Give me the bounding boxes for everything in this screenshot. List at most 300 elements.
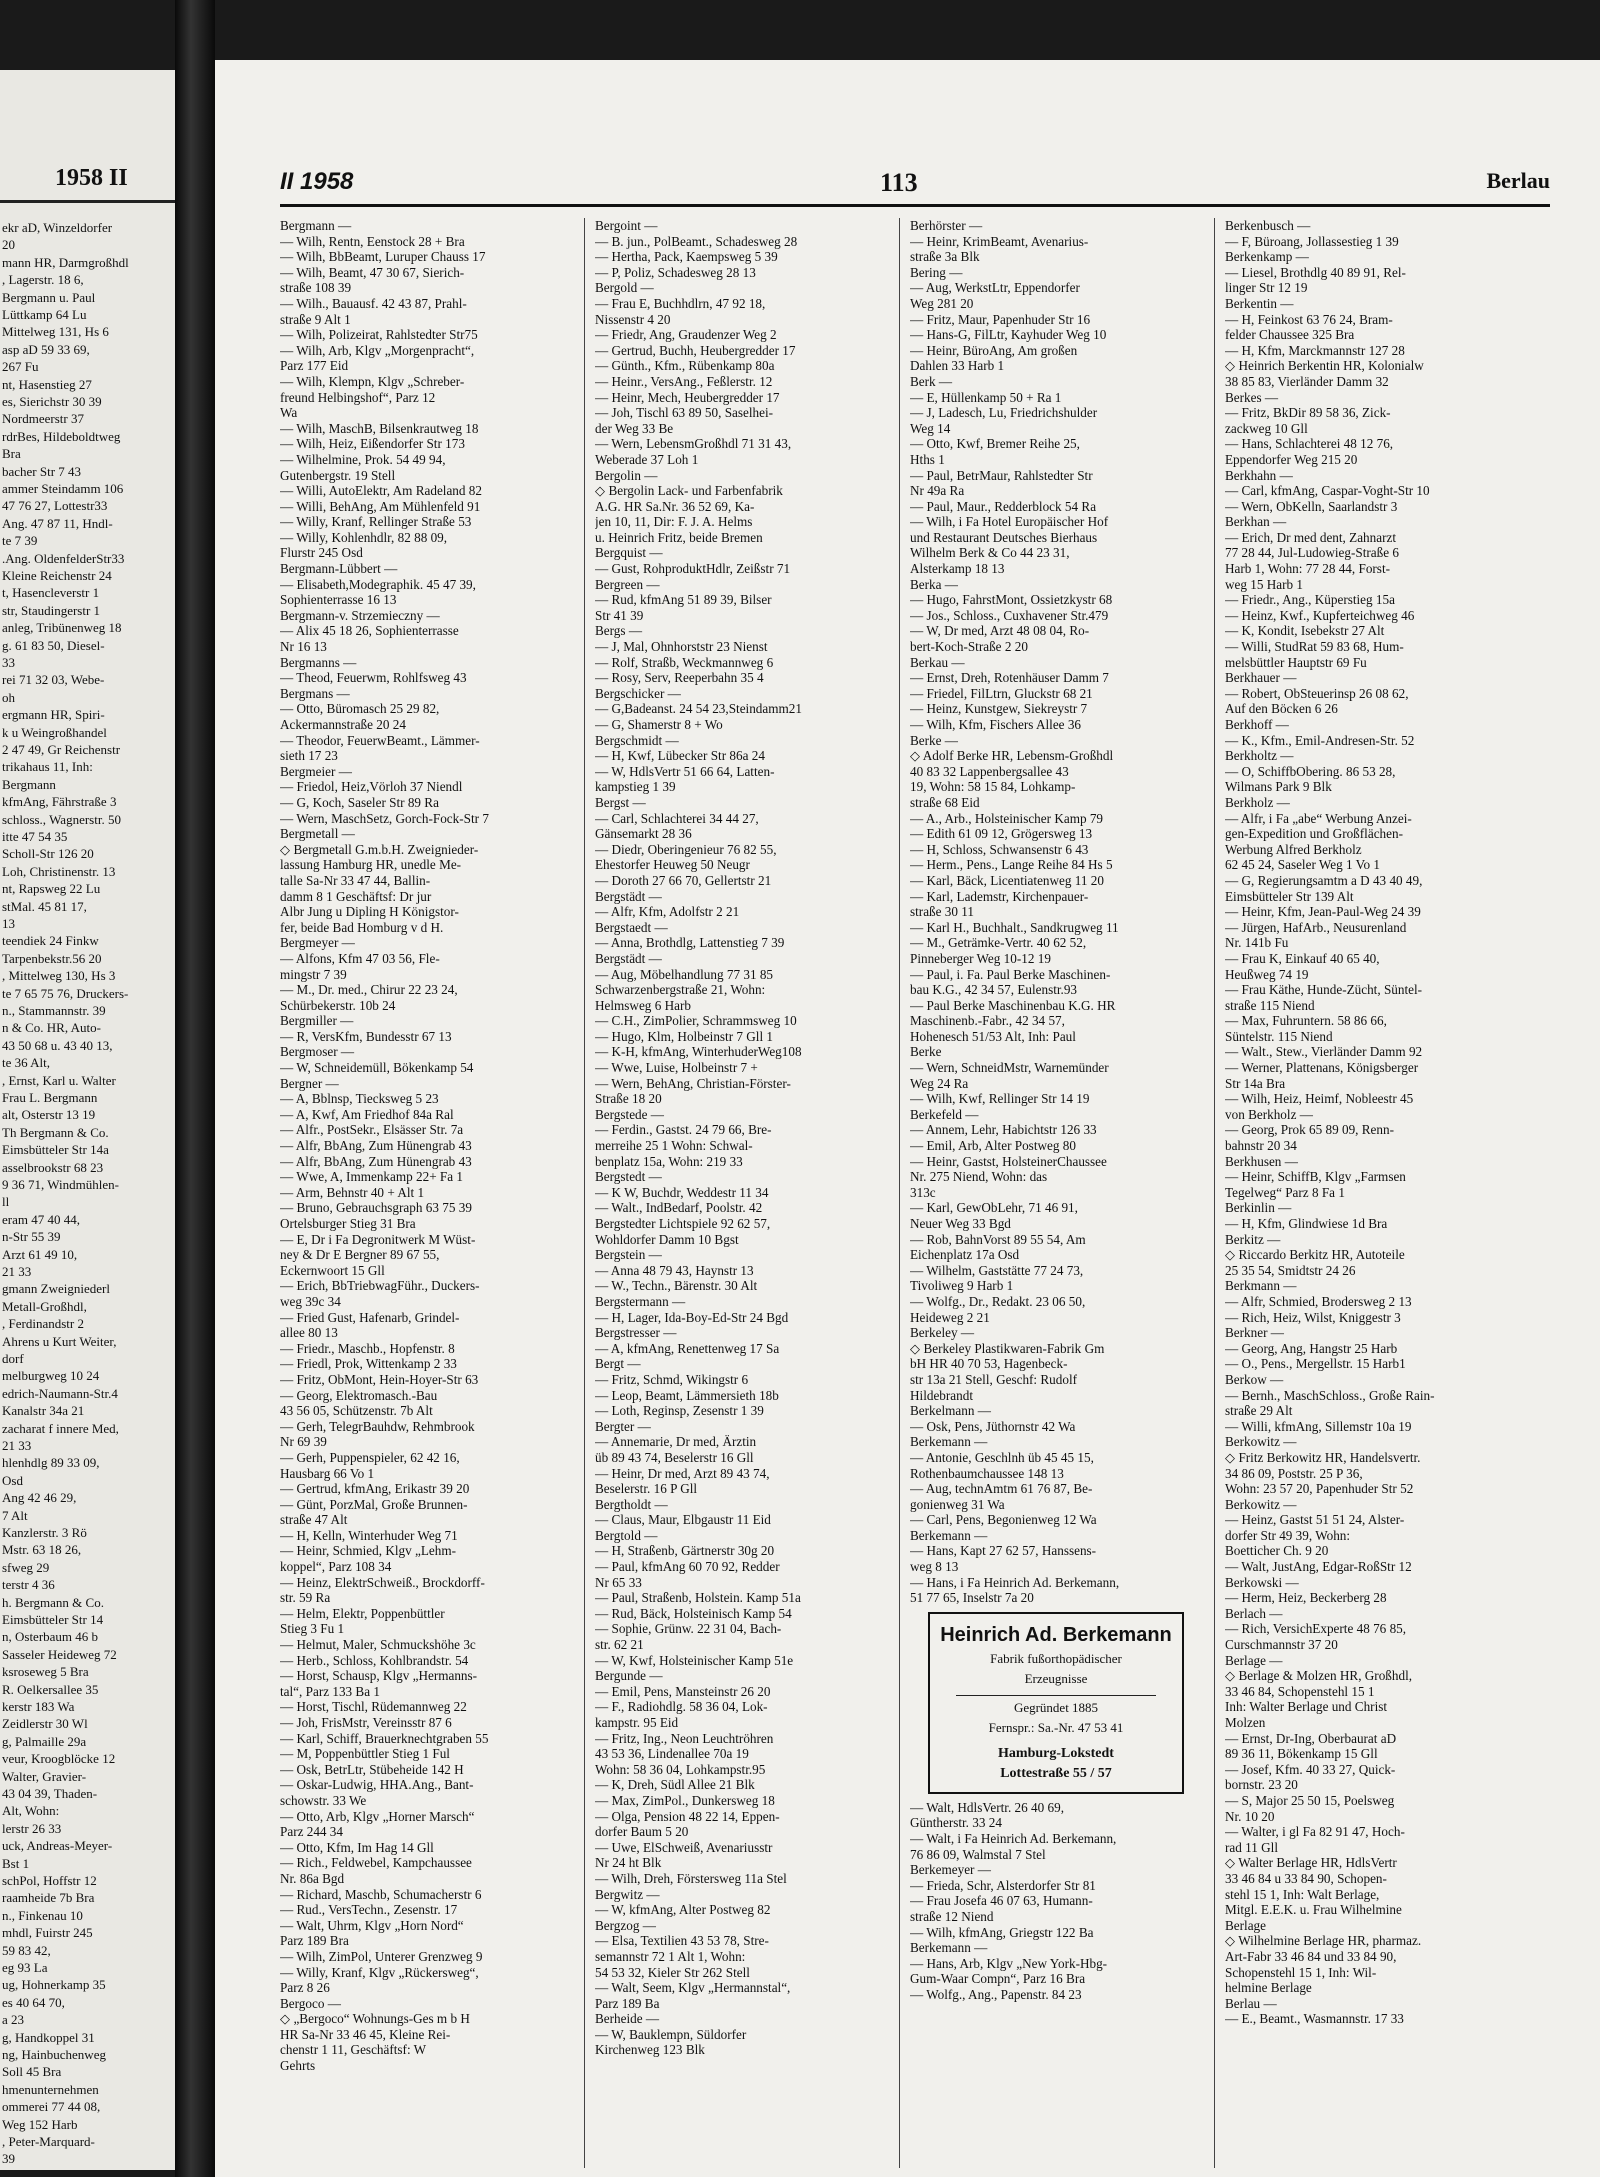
left-page-line: Bergmann <box>2 776 56 792</box>
directory-entry: Bergmetall — <box>280 826 355 842</box>
left-page-line: n., Finkenau 10 <box>2 1907 83 1923</box>
directory-entry: 25 35 54, Smidtstr 24 26 <box>1225 1262 1356 1278</box>
left-page-line: gmann Zweigniederl <box>2 1281 110 1297</box>
directory-entry: Str 14a Bra <box>1225 1075 1286 1091</box>
directory-entry: — Edith 61 09 12, Grögersweg 13 <box>910 826 1093 842</box>
directory-entry: — Paul, Straßenb, Holstein. Kamp 51a <box>595 1590 801 1606</box>
directory-entry: Bergmann-v. Strzemieczny — <box>280 607 440 623</box>
directory-entry: — Alfr., PostSekr., Elsässer Str. 7a <box>280 1122 464 1138</box>
directory-entry: chenstr 1 11, Geschäftsf: W <box>280 2042 427 2058</box>
directory-entry: bau K.G., 42 34 57, Eulenstr.93 <box>910 982 1078 998</box>
book-gutter <box>175 0 215 2177</box>
directory-entry: Beselerstr. 16 P Gll <box>595 1481 698 1497</box>
left-page-line: ommerei 77 44 08, <box>2 2099 101 2115</box>
left-page-header: 1958 II <box>55 165 128 191</box>
directory-entry: Nr. 275 Niend, Wohn: das <box>910 1169 1048 1185</box>
left-page-line: , Lagerstr. 18 6, <box>2 272 84 288</box>
directory-entry: — H, Kelln, Winterhuder Weg 71 <box>280 1527 458 1543</box>
left-page-line: h. Bergmann & Co. <box>2 1594 104 1610</box>
directory-entry: — H, Kfm, Glindwiese 1d Bra <box>1225 1216 1388 1231</box>
left-page-line: Ang. 47 87 11, Hndl- <box>2 515 113 531</box>
directory-entry: — Rich, VersichExperte 48 76 85, <box>1225 1621 1407 1637</box>
directory-entry: gen-Expedition und Großflächen- <box>1225 826 1403 842</box>
directory-entry: linger Str 12 19 <box>1225 280 1308 296</box>
left-page-line: t, Hasencleverstr 1 <box>2 585 100 601</box>
directory-entry: Nr 65 33 <box>595 1574 642 1590</box>
directory-entry: — S, Major 25 50 15, Poelsweg <box>1225 1792 1395 1808</box>
left-page-line: n & Co. HR, Auto- <box>2 1020 101 1036</box>
directory-entry: — Ernst, Dreh, Rotenhäuser Damm 7 <box>910 670 1109 686</box>
directory-entry: Berkau — <box>910 654 965 670</box>
directory-entry: Berkemann — <box>910 1434 988 1450</box>
directory-entry: Sophienterrasse 16 13 <box>280 592 397 608</box>
directory-entry: Bergs — <box>595 623 643 639</box>
directory-entry: — Willi, AutoElektr, Am Radeland 82 <box>280 483 482 499</box>
left-page-line: Ang 42 46 29, <box>2 1490 77 1506</box>
left-page-line: g, Palmaille 29a <box>2 1733 87 1749</box>
left-page-line: eram 47 40 44, <box>2 1211 80 1227</box>
directory-entry: Kirchenweg 123 Blk <box>595 2042 705 2058</box>
directory-entry: Albr Jung u Dipling H Königstor- <box>280 904 459 920</box>
directory-entry: — Horst, Schausp, Klgv „Hermanns- <box>280 1668 478 1684</box>
directory-entry: straße 3a Blk <box>910 249 980 265</box>
directory-entry: Hildebrandt <box>910 1387 973 1403</box>
directory-entry: — Wilh, Klempn, Klgv „Schreber- <box>280 373 465 389</box>
directory-entry: — Walt, Uhrm, Klgv „Horn Nord“ <box>280 1917 464 1933</box>
left-page-line: , Mittelweg 130, Hs 3 <box>2 968 116 984</box>
directory-entry: — Alfr, i Fa „abe“ Werbung Anzei- <box>1225 810 1412 826</box>
directory-entry: Berkhauer — <box>1225 670 1297 686</box>
directory-entry: Berkholz — <box>1225 794 1290 810</box>
left-page-line: es, Sierichstr 30 39 <box>2 394 102 409</box>
directory-entry: — O., Pens., Mergellstr. 15 Harb1 <box>1225 1356 1406 1372</box>
directory-entry: — Wilh, Polizeirat, Rahlstedter Str75 <box>280 327 478 343</box>
left-page-line: melburgweg 10 24 <box>2 1368 100 1384</box>
directory-entry: — J, Ladesch, Lu, Friedrichshulder <box>910 405 1098 421</box>
directory-entry: — Ferdin., Gastst. 24 79 66, Bre- <box>595 1122 772 1138</box>
directory-entry: weg 39c 34 <box>280 1293 341 1309</box>
directory-entry: Bergmeyer — <box>280 935 355 951</box>
directory-entry: — Wilh, ZimPol, Unterer Grenzweg 9 <box>280 1948 483 1964</box>
column-1 <box>280 218 575 2168</box>
left-page-line: uck, Andreas-Meyer- <box>2 1838 113 1854</box>
directory-entry: ◇ Adolf Berke HR, Lebensm-Großhdl <box>910 748 1114 764</box>
directory-entry: — A, kfmAng, Renettenweg 17 Sa <box>595 1340 780 1356</box>
left-page-line: n, Osterbaum 46 b <box>2 1629 99 1645</box>
directory-entry: Bergoco — <box>280 1995 341 2011</box>
directory-entry: Heideweg 2 21 <box>910 1309 990 1325</box>
directory-entry: bornstr. 23 20 <box>1225 1777 1298 1793</box>
directory-entry: — Wern, MaschSetz, Gorch-Fock-Str 7 <box>280 810 489 826</box>
directory-entry: 62 45 24, Saseler Weg 1 Vo 1 <box>1225 857 1380 873</box>
directory-entry: Dahlen 33 Harb 1 <box>910 358 1005 374</box>
left-page-line: n., Stammannstr. 39 <box>2 1003 106 1018</box>
directory-entry: — Arm, Behnstr 40 + Alt 1 <box>280 1184 425 1200</box>
directory-entry: Nr 49a Ra <box>910 483 965 499</box>
directory-entry: — Paul, Maur., Redderblock 54 Ra <box>910 498 1097 514</box>
advertisement-box <box>928 1612 1184 1794</box>
directory-entry: — Alfr, BbAng, Zum Hünengrab 43 <box>280 1153 472 1169</box>
directory-entry: Gum-Waar Compn“, Parz 16 Bra <box>910 1971 1086 1987</box>
ad-name: Heinrich Ad. Berkemann <box>940 1623 1172 1646</box>
directory-entry: — Osk, Pens, Jüthornstr 42 Wa <box>910 1418 1076 1434</box>
directory-entry: — W, Schneidemüll, Bökenkamp 54 <box>280 1060 474 1076</box>
left-page-line: te 7 65 75 76, Druckers- <box>2 985 129 1001</box>
directory-entry: Bergstedter Lichtspiele 92 62 57, <box>595 1216 771 1231</box>
directory-entry: üb 89 43 74, Beselerstr 16 Gll <box>595 1449 754 1465</box>
left-page-line: itte 47 54 35 <box>2 829 68 844</box>
directory-entry: Stieg 3 Fu 1 <box>280 1621 345 1637</box>
directory-entry: Pinneberger Weg 10-12 19 <box>910 950 1051 966</box>
directory-entry: — Rolf, Straßb, Weckmannweg 6 <box>595 654 774 670</box>
left-page-line: ekr aD, Winzeldorfer <box>2 220 113 235</box>
directory-entry: straße 12 Niend <box>910 1909 994 1924</box>
directory-entry: — Bernh., MaschSchloss., Große Rain- <box>1225 1387 1435 1403</box>
header-keyword: Berlau <box>1486 168 1550 193</box>
directory-entry: Eimsbütteler Str 139 Alt <box>1225 888 1354 904</box>
directory-entry: — Richard, Maschb, Schumacherstr 6 <box>280 1886 482 1902</box>
directory-entry: tal“, Parz 133 Ba 1 <box>280 1683 380 1699</box>
directory-entry: Parz 189 Ba <box>595 1995 660 2011</box>
directory-entry: — Theod, Feuerwm, Rohlfsweg 43 <box>280 670 467 686</box>
left-page-line: , Peter-Marquard- <box>2 2134 95 2149</box>
left-page-line: Alt, Wohn: <box>2 1803 60 1819</box>
left-page-line: Lüttkamp 64 Lu <box>2 307 87 322</box>
directory-entry: Berkelmann — <box>910 1403 991 1419</box>
directory-entry: Bergmanns — <box>280 654 357 670</box>
directory-entry: — Hugo, FahrstMont, Ossietzkystr 68 <box>910 592 1113 608</box>
directory-entry: — G, Koch, Saseler Str 89 Ra <box>280 794 439 810</box>
directory-entry: — F, Büroang, Jollassestieg 1 39 <box>1225 233 1399 249</box>
directory-entry: Nr 16 13 <box>280 639 327 655</box>
directory-entry: — Heinr., VersAng., Feßlerstr. 12 <box>595 373 773 389</box>
directory-entry: — Wilh., Bauausf. 42 43 87, Prahl- <box>280 295 467 311</box>
directory-entry: — W, kfmAng, Alter Postweg 82 <box>595 1902 771 1918</box>
left-page-line: raamheide 7b Bra <box>2 1890 95 1906</box>
left-page-line: edrich-Naumann-Str.4 <box>2 1385 118 1401</box>
left-page-line: Eimsbütteler Str 14 <box>2 1612 104 1627</box>
directory-entry: Parz 189 Bra <box>280 1933 349 1949</box>
directory-entry: Curschmannstr 37 20 <box>1225 1637 1338 1653</box>
directory-entry: — Max, Fuhruntern. 58 86 66, <box>1225 1013 1387 1029</box>
directory-entry: weg 8 13 <box>910 1559 959 1575</box>
column-divider <box>584 218 585 2168</box>
directory-entry: Bering — <box>910 264 963 280</box>
directory-entry: — H, Kwf, Lübecker Str 86a 24 <box>595 748 765 764</box>
left-page-line: Kanzlerstr. 3 Rö <box>2 1525 87 1540</box>
directory-entry: — Wilhelm, Gaststätte 77 24 73, <box>910 1262 1084 1278</box>
left-page-line: mann HR, Darmgroßhdl <box>2 254 129 270</box>
directory-entry: — Willi, kfmAng, Sillemstr 10a 19 <box>1225 1418 1412 1434</box>
directory-entry: Eppendorfer Weg 215 20 <box>1225 451 1358 467</box>
directory-entry: — Georg, Prok 65 89 09, Renn- <box>1225 1122 1394 1138</box>
left-page-line: , Ernst, Karl u. Walter <box>2 1072 116 1088</box>
left-page-line: sfweg 29 <box>2 1559 50 1575</box>
left-page-line: nt, Hasenstieg 27 <box>2 376 92 392</box>
directory-entry: Hausbarg 66 Vo 1 <box>280 1465 375 1481</box>
directory-entry: — Hans, Schlachterei 48 12 76, <box>1225 436 1394 452</box>
directory-entry: Wohn: 58 36 04, Lohkampstr.95 <box>595 1761 766 1777</box>
left-page-line: asselbrookstr 68 23 <box>2 1159 104 1175</box>
directory-entry: freund Helbingshof“, Parz 12 <box>280 389 436 405</box>
directory-entry: Heußweg 74 19 <box>1225 966 1309 982</box>
directory-entry: — Fritz, BkDir 89 58 36, Zick- <box>1225 405 1391 421</box>
directory-entry: felder Chaussee 325 Bra <box>1225 327 1355 343</box>
directory-entry: Bergmann-Lübbert — <box>280 561 398 577</box>
directory-entry: — K, Kondit, Isebekstr 27 Alt <box>1225 623 1385 639</box>
ad-phone: Fernspr.: Sa.-Nr. 47 53 41 <box>988 1719 1124 1735</box>
directory-entry: Bergoint — <box>595 218 658 233</box>
directory-entry: — Alfons, Kfm 47 03 56, Fle- <box>280 950 440 966</box>
directory-entry: — W, Dr med, Arzt 48 08 04, Ro- <box>910 623 1090 639</box>
directory-entry: sieth 17 23 <box>280 748 338 764</box>
directory-entry: straße 115 Niend <box>1225 997 1315 1013</box>
directory-entry: Berlach — <box>1225 1605 1283 1621</box>
directory-entry: str. 62 21 <box>595 1637 644 1653</box>
directory-entry: — Walt., Stew., Vierländer Damm 92 <box>1225 1044 1423 1060</box>
directory-entry: Gehrts <box>280 2058 316 2074</box>
directory-entry: — G,Badeanst. 24 54 23,Steindamm21 <box>595 701 802 717</box>
directory-entry: — Joh, Tischl 63 89 50, Saselhei- <box>595 405 774 421</box>
ad-line2: Erzeugnisse <box>1024 1670 1088 1686</box>
directory-entry: Berkowski — <box>1225 1574 1299 1590</box>
left-page-line: Sasseler Heideweg 72 <box>2 1646 117 1662</box>
header-year: II 1958 <box>280 168 354 195</box>
directory-entry: straße 29 Alt <box>1225 1403 1293 1419</box>
left-page-line: str, Staudingerstr 1 <box>2 602 101 618</box>
directory-entry: — Paul, BetrMaur, Rahlstedter Str <box>910 467 1093 483</box>
directory-entry: Berkeley — <box>910 1325 975 1341</box>
directory-entry: der Weg 33 Be <box>595 420 674 436</box>
directory-entry: von Berkholz — <box>1225 1106 1313 1122</box>
directory-entry: — Walt., IndBedarf, Poolstr. 42 <box>595 1200 763 1216</box>
directory-entry: Weg 281 20 <box>910 295 974 311</box>
directory-entry: — Osk, BetrLtr, Stübeheide 142 H <box>280 1761 464 1777</box>
directory-entry: — Rich, Heiz, Wilst, Kniggestr 3 <box>1225 1309 1401 1325</box>
left-page-line: Bergmann u. Paul <box>2 289 96 305</box>
directory-entry: — Paul, i. Fa. Paul Berke Maschinen- <box>910 966 1111 982</box>
directory-entry: — Olga, Pension 48 22 14, Eppen- <box>595 1808 780 1824</box>
directory-entry: Bergtholdt — <box>595 1496 668 1512</box>
directory-entry: — Otto, Kwf, Bremer Reihe 25, <box>910 436 1080 452</box>
directory-entry: — R, VersKfm, Bundesstr 67 13 <box>280 1028 452 1044</box>
directory-entry: Bergstein — <box>595 1247 662 1263</box>
directory-entry: ◇ Riccardo Berkitz HR, Autoteile <box>1225 1247 1405 1263</box>
directory-entry: und Restaurant Deutsches Bierhaus <box>910 529 1098 545</box>
left-page-line: Bst 1 <box>2 1855 30 1871</box>
directory-entry: Inh: Walter Berlage und Christ <box>1225 1699 1388 1715</box>
directory-entry: Parz 177 Eid <box>280 358 349 374</box>
directory-entry: dorfer Baum 5 20 <box>595 1824 689 1840</box>
directory-entry: — Carl, kfmAng, Caspar-Voght-Str 10 <box>1225 483 1430 499</box>
directory-entry: — Rud, Bäck, Holsteinisch Kamp 54 <box>595 1605 792 1621</box>
left-page-line: k u Weingroßhandel <box>2 724 107 740</box>
left-page-line: 21 33 <box>2 1438 32 1453</box>
directory-entry: — G, Regierungsamtm a D 43 40 49, <box>1225 872 1423 888</box>
directory-entry: — Herm., Pens., Lange Reihe 84 Hs 5 <box>910 857 1113 873</box>
left-page-line: 43 04 39, Thaden- <box>2 1786 98 1801</box>
directory-entry: gonienweg 31 Wa <box>910 1496 1005 1512</box>
directory-entry: — Paul, kfmAng 60 70 92, Redder <box>595 1559 780 1575</box>
directory-entry: — Hans-G, FilLtr, Kayhuder Weg 10 <box>910 327 1107 343</box>
directory-entry: — Herm, Heiz, Beckerberg 28 <box>1225 1590 1387 1606</box>
directory-entry: Berkmann — <box>1225 1278 1297 1294</box>
left-page-line: 20 <box>2 237 15 253</box>
directory-entry: — H, Lager, Ida-Boy-Ed-Str 24 Bgd <box>595 1309 789 1325</box>
directory-entry: bH HR 40 70 53, Hagenbeck- <box>910 1356 1068 1372</box>
directory-entry: Bergstädt — <box>595 950 662 966</box>
directory-entry: ◇ Walter Berlage HR, HdlsVertr <box>1225 1855 1397 1871</box>
directory-entry: — Heinr, Schmied, Klgv „Lehm- <box>280 1543 456 1559</box>
directory-entry: — Willi, StudRat 59 83 68, Hum- <box>1225 639 1404 655</box>
directory-entry: — Heinz, Kwf., Kupferteichweg 46 <box>1225 607 1415 623</box>
directory-entry: helmine Berlage <box>1225 1980 1312 1996</box>
directory-entry: 40 83 32 Lappenbergsallee 43 <box>910 763 1069 779</box>
directory-entry: Werbung Alfred Berkholz <box>1225 841 1362 857</box>
directory-entry: 19, Wohn: 58 15 84, Lohkamp- <box>910 779 1076 795</box>
directory-entry: — Hertha, Pack, Kaempsweg 5 39 <box>595 249 778 265</box>
directory-entry: — G, Shamerstr 8 + Wo <box>595 717 723 732</box>
directory-entry: — Georg, Elektromasch.-Bau <box>280 1387 438 1403</box>
left-page-line: Kanalstr 34a 21 <box>2 1403 85 1419</box>
directory-entry: — Jos., Schloss., Cuxhavener Str.479 <box>910 607 1109 623</box>
directory-entry: — Wern, ObKelln, Saarlandstr 3 <box>1225 498 1398 514</box>
directory-entry: Rothenbaumchaussee 148 13 <box>910 1465 1064 1481</box>
directory-entry: Berk — <box>910 373 953 389</box>
directory-entry: — M., Dr. med., Chirur 22 23 24, <box>280 982 458 998</box>
directory-entry: Bergwitz — <box>595 1886 660 1902</box>
directory-entry: — Karl, Bäck, Licentiatenweg 11 20 <box>910 872 1104 888</box>
directory-entry: fer, beide Bad Homburg v d H. <box>280 919 444 935</box>
directory-entry: — Carl, Pens, Begonienweg 12 Wa <box>910 1512 1097 1528</box>
directory-entry: Berkowitz — <box>1225 1434 1297 1450</box>
directory-entry: — Rosy, Serv, Reeperbahn 35 4 <box>595 670 764 686</box>
left-page <box>0 70 175 2170</box>
directory-entry: — Karl H., Buchhalt., Sandkrugweg 11 <box>910 919 1119 935</box>
directory-entry: — Wwe, Luise, Holbeinstr 7 + <box>595 1060 758 1076</box>
directory-entry: — Wilhelmine, Prok. 54 49 94, <box>280 451 446 467</box>
directory-entry: — Fried Gust, Hafenarb, Grindel- <box>280 1309 460 1325</box>
directory-entry: Bergst — <box>595 794 646 810</box>
directory-entry: u. Heinrich Fritz, beide Bremen <box>595 529 763 545</box>
directory-entry: kampstr. 95 Eid <box>595 1715 679 1730</box>
directory-entry: — Gertrud, kfmAng, Erikastr 39 20 <box>280 1481 470 1497</box>
directory-entry: straße 108 39 <box>280 280 352 296</box>
directory-entry: — Frau Josefa 46 07 63, Humann- <box>910 1893 1093 1909</box>
directory-entry: Nr 69 39 <box>280 1434 327 1450</box>
directory-entry: straße 47 Alt <box>280 1512 348 1528</box>
directory-entry: Berkenbusch — <box>1225 218 1311 233</box>
directory-entry: — A, Bblnsp, Tiecksweg 5 23 <box>280 1091 439 1107</box>
left-page-line: Tarpenbekstr.56 20 <box>2 950 102 966</box>
directory-entry: Parz 8 26 <box>280 1980 330 1996</box>
ad-city: Hamburg-Lokstedt <box>998 1745 1114 1761</box>
directory-entry: Neuer Weg 33 Bgd <box>910 1216 1011 1231</box>
directory-entry: Boetticher Ch. 9 20 <box>1225 1543 1329 1559</box>
directory-entry: Berkinlin — <box>1225 1200 1292 1216</box>
directory-entry: 34 86 09, Poststr. 25 P 36, <box>1225 1465 1363 1481</box>
directory-entry: — A, Kwf, Am Friedhof 84a Ral <box>280 1106 454 1122</box>
directory-entry: Berlau — <box>1225 1995 1277 2011</box>
left-page-line: dorf <box>2 1351 24 1366</box>
directory-entry: dorfer Str 49 39, Wohn: <box>1225 1527 1351 1543</box>
directory-entry: — Wilh, Dreh, Förstersweg 11a Stel <box>595 1870 787 1886</box>
directory-entry: — H, Feinkost 63 76 24, Bram- <box>1225 311 1393 327</box>
directory-entry: — Wilh, MaschB, Bilsenkrautweg 18 <box>280 420 479 436</box>
left-page-line: nt, Rapsweg 22 Lu <box>2 881 101 897</box>
directory-entry: — Werner, Plattenans, Königsberger <box>1225 1060 1419 1076</box>
directory-entry: Bergolin — <box>595 467 658 483</box>
directory-entry: Güntherstr. 33 24 <box>910 1815 1002 1831</box>
left-page-line: Arzt 61 49 10, <box>2 1246 78 1262</box>
directory-entry: Berke — <box>910 732 958 748</box>
directory-entry: Schwarzenbergstraße 21, Wohn: <box>595 982 766 998</box>
left-page-line: schPol, Hoffstr 12 <box>2 1873 97 1888</box>
directory-entry: ◇ Bergmetall G.m.b.H. Zweignieder- <box>280 841 479 857</box>
directory-entry: — Doroth 27 66 70, Gellertstr 21 <box>595 872 772 888</box>
directory-entry: Helmsweg 6 Harb <box>595 997 691 1013</box>
left-page-line: 9 36 71, Windmühlen- <box>2 1177 119 1192</box>
directory-entry: — Gerh, Puppenspieler, 62 42 16, <box>280 1449 460 1465</box>
directory-entry: Bergstädt — <box>595 888 662 904</box>
directory-entry: — Gertrud, Buchh, Heubergredder 17 <box>595 342 796 358</box>
directory-entry: — Jürgen, HafArb., Neusurenland <box>1225 919 1407 935</box>
directory-entry: Berkes — <box>1225 389 1279 405</box>
directory-entry: str. 59 Ra <box>280 1590 331 1606</box>
directory-entry: — Willy, Kranf, Klgv „Rückersweg“, <box>280 1964 479 1980</box>
directory-entry: 33 46 84 u 33 84 90, Schopen- <box>1225 1870 1387 1886</box>
directory-entry: — W., Techn., Bärenstr. 30 Alt <box>595 1278 758 1294</box>
directory-entry: — E, Hüllenkamp 50 + Ra 1 <box>910 389 1062 405</box>
left-page-line: ksroseweg 5 Bra <box>2 1664 89 1680</box>
left-page-line: Mittelweg 131, Hs 6 <box>2 324 109 340</box>
directory-entry: — K, Dreh, Südl Allee 21 Blk <box>595 1777 755 1793</box>
left-page-line: 43 50 68 u. 43 40 13, <box>2 1037 113 1053</box>
directory-entry: ◇ „Bergoco“ Wohnungs-Ges m b H <box>280 2011 470 2027</box>
left-page-line: ergmann HR, Spiri- <box>2 707 105 723</box>
directory-entry: mingstr 7 39 <box>280 966 347 982</box>
column-divider <box>899 218 900 2168</box>
ad-founded: Gegründet 1885 <box>1013 1699 1099 1715</box>
left-page-line: alt, Osterstr 13 19 <box>2 1107 96 1123</box>
directory-entry: Berkefeld — <box>910 1106 979 1122</box>
directory-entry: Bergmiller — <box>280 1013 354 1029</box>
directory-entry: — Friedr, Ang, Graudenzer Weg 2 <box>595 327 777 343</box>
directory-entry: — Liesel, Brothdlg 40 89 91, Rel- <box>1225 264 1406 280</box>
ad-street: Lottestraße 55 / 57 <box>1000 1765 1112 1781</box>
directory-entry: — Heinr, Mech, Heubergredder 17 <box>595 389 780 405</box>
left-page-line: ug, Hohnerkamp 35 <box>2 1977 106 1993</box>
directory-entry: Molzen <box>1225 1715 1266 1730</box>
left-page-line: te 36 Alt, <box>2 1055 51 1071</box>
directory-entry: Bergschmidt — <box>595 732 679 748</box>
directory-entry: Weg 14 <box>910 420 951 436</box>
directory-entry: Wilmans Park 9 Blk <box>1225 779 1332 795</box>
directory-entry: — Wilh, Arb, Klgv „Morgenpracht“, <box>280 342 475 358</box>
directory-entry: — Fritz, Schmd, Wikingstr 6 <box>595 1371 749 1387</box>
directory-entry: — Heinr, Dr med, Arzt 89 43 74, <box>595 1465 770 1481</box>
left-page-line: 267 Fu <box>2 359 39 375</box>
directory-entry: Berkhan — <box>1225 514 1287 530</box>
directory-entry: Bergzog — <box>595 1917 656 1933</box>
column-divider <box>1214 218 1215 2168</box>
page-number: 113 <box>880 168 918 197</box>
directory-entry: — Hugo, Klm, Holbeinstr 7 Gll 1 <box>595 1028 774 1044</box>
directory-entry: Berkhusen — <box>1225 1153 1298 1169</box>
directory-entry: — Heinz, Kunstgew, Siekreystr 7 <box>910 701 1088 717</box>
directory-entry: Bergstresser — <box>595 1325 677 1341</box>
left-page-line: 47 76 27, Lottestr33 <box>2 498 108 514</box>
